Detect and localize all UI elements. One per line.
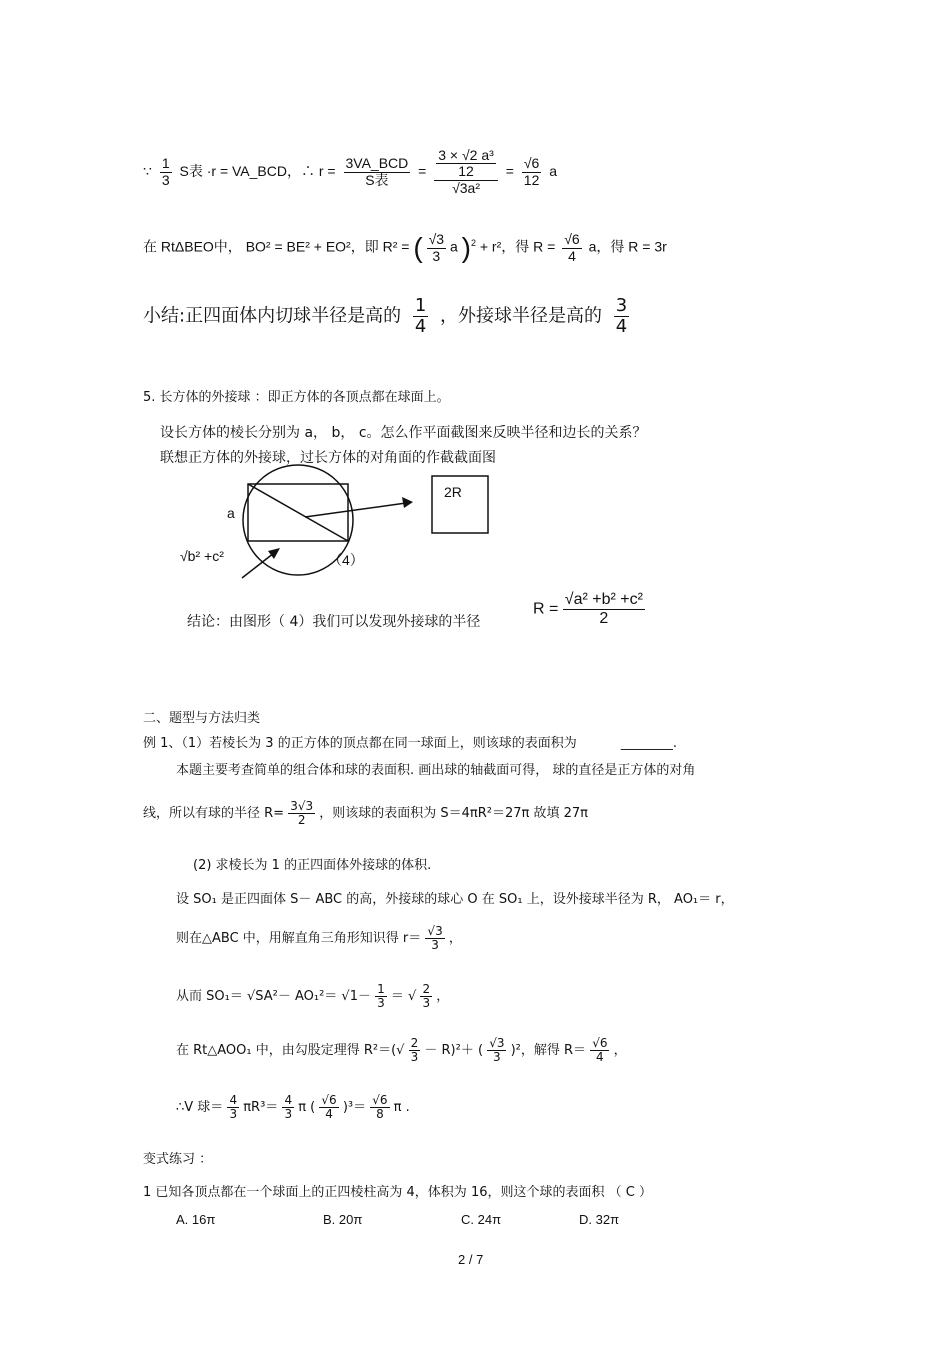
fraction-root3-over-3: $\frac{√3}{3}$ <box>428 231 445 264</box>
arrow-right-head <box>402 497 413 508</box>
fraction-root6-over-12: $\frac{√6}{12}$ <box>523 155 540 188</box>
section2-title: 二、题型与方法归类 <box>143 711 261 726</box>
practice-question-1: 1 已知各顶点都在一个球面上的正四棱柱高为 4，体积为 16，则这个球的表面积 （ C ） <box>143 1185 652 1200</box>
answer-blank: ________. <box>620 736 677 751</box>
example2-line1: 设 SO₁ 是正四面体 S－ ABC 的高，外接球的球心 O 在 SO₁ 上，设外接球半径为 R， AO₁＝ r， <box>176 892 734 907</box>
formula-line-1: ∵ $\frac{1}{3}$ S表 ·r = VA_BCD，∴ r = $\frac{\text{3VA\_BCD}}{\text{S表}}$ = $\frac{\frac{\text{3 × √2 a³}}{12}}{\text{√3a²}}$ = $\frac{√6}{12}$ a <box>143 147 558 196</box>
diagonal-rectangle <box>248 484 348 541</box>
example1: 例 1、（1）若棱长为 3 的正方体的顶点都在同一球面上，则该球的表面积为 ________. <box>143 736 677 751</box>
diagonal-line <box>248 484 348 541</box>
label-figure-4: （4） <box>328 552 364 568</box>
summary-line: 小结:正四面体内切球半径是高的 $\frac{1}{4}$ ，外接球半径是高的 $\frac{3}{4}$ <box>143 295 628 337</box>
example2-line3: 从而 SO₁＝ √SA²－ AO₁²＝ √1－ $\frac{1}{3}$ ＝ √ $\frac{2}{3}$ ， <box>176 982 450 1011</box>
formula-text: S表 ·r = VA_BCD，∴ r = <box>179 162 336 179</box>
example1-description: 本题主要考查简单的组合体和球的表面积. 画出球的轴截面可得， 球的直径是正方体的对角 <box>176 763 696 778</box>
label-a: a <box>227 505 235 521</box>
section5-line2: 联想正方体的外接球，过长方体的对角面的作截截面图 <box>160 450 496 466</box>
option-c: C. 24π <box>461 1212 502 1227</box>
option-b: B. 20π <box>323 1212 363 1227</box>
page-number: 2 / 7 <box>458 1252 484 1267</box>
example2-line5: ∴V 球＝ $\frac{4}{3}$ πR³＝ $\frac{4}{3}$ π ( $\frac{√6}{4}$ )³＝ $\frac{√6}{8}$ π . <box>176 1093 410 1122</box>
example2-line2: 则在△ABC 中，用解直角三角形知识得 r＝ $\frac{√3}{3}$ ， <box>176 924 462 953</box>
option-a: A. 16π <box>176 1212 216 1227</box>
arrow-up-head <box>268 548 280 559</box>
section5-line1: 设长方体的棱长分别为 a， b， c。怎么作平面截图来反映半径和边长的关系？ <box>160 425 647 441</box>
conclusion-text: 结论：由图形（ 4）我们可以发现外接球的半径 <box>187 614 481 630</box>
example1-radius-line: 线，所以有球的半径 R= $\frac{3√3}{2}$ ，则该球的表面积为 S＝4πR²＝27π 故填 27π <box>143 799 588 828</box>
fraction-root6-over-4: $\frac{√6}{4}$ <box>564 231 580 264</box>
label-root-bc: √b² +c² <box>180 548 224 564</box>
option-d: D. 32π <box>579 1212 620 1227</box>
fraction-compound: $\frac{\frac{\text{3 × √2 a³}}{12}}{\text{√3a²}}$ <box>434 148 498 196</box>
fraction-three-quarters: $\frac{3}{4}$ <box>615 295 628 337</box>
because-symbol: ∵ <box>143 162 152 179</box>
fraction-one-quarter: $\frac{1}{4}$ <box>414 295 427 337</box>
label-2R: 2R <box>444 484 462 500</box>
fraction-3v-over-s: $\frac{\text{3VA\_BCD}}{\text{S表}}$ <box>345 155 409 188</box>
formula-line-2: 在 RtΔBEO中， BO² = BE² + EO²，即 R² = ( $\frac{√3}{3}$ a )$^2$ + r²，得 R = $\frac{√6}{4}$ a，得 R = 3r <box>143 231 667 264</box>
arrow-right-line <box>305 503 406 517</box>
section5-title: 5. 长方体的外接球 ：即正方体的各顶点都在球面上。 <box>143 390 450 405</box>
practice-title: 变式练习 ： <box>143 1152 213 1167</box>
example2: (2) 求棱长为 1 的正四面体外接球的体积. <box>193 858 432 873</box>
example2-line4: 在 Rt△AOO₁ 中，由勾股定理得 R²＝(√ $\frac{2}{3}$ － R)²＋ ( $\frac{√3}{3}$ )²，解得 R＝ $\frac{√6}{4}$ ， <box>176 1036 627 1065</box>
arrow-up-line <box>242 553 274 578</box>
fraction-one-third: $\frac{1}{3}$ <box>161 155 170 188</box>
radius-formula: R = $\frac{\text{√a² +b² +c²}}{2}$ <box>533 591 643 627</box>
